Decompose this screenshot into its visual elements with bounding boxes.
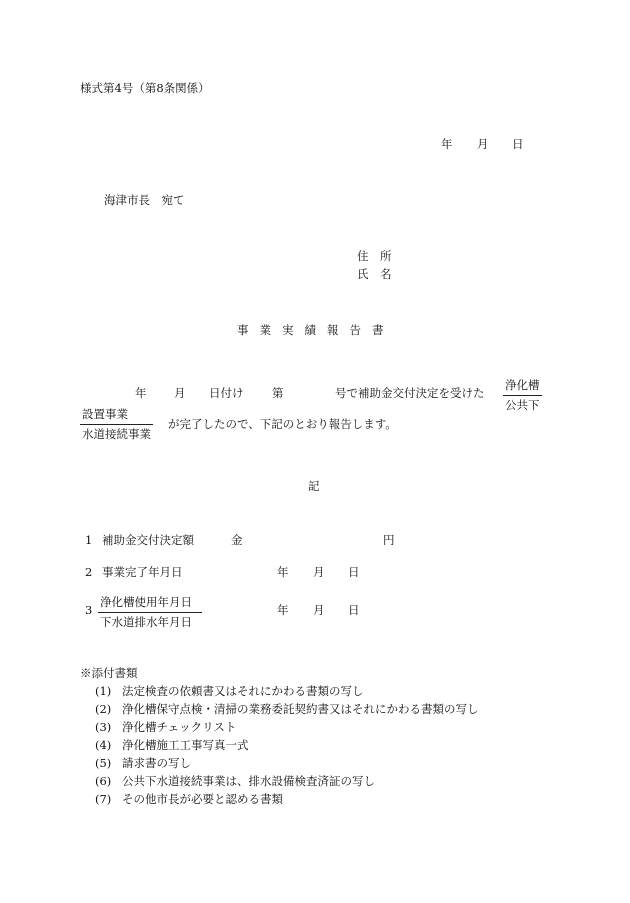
item-2-year: 年	[277, 565, 289, 579]
date-year-label: 年	[441, 137, 453, 151]
attachment-text: 浄化槽保守点検・清掃の業務委託契約書又はそれにかわる書類の写し	[122, 702, 479, 716]
completion-text: が完了したので、下記のとおり報告します。	[168, 417, 397, 431]
attachment-number: (6)	[95, 774, 112, 788]
attachments-heading: ※添付書類	[80, 666, 138, 680]
ki-label: 記	[308, 479, 320, 493]
attachment-number: (3)	[95, 720, 112, 734]
attachment-number: (7)	[95, 792, 112, 806]
fraction-bottom-setsuzoku: 水道接続事業	[82, 426, 151, 441]
attachment-text: 請求書の写し	[122, 756, 191, 770]
fraction-top-setchi: 設置事業	[80, 409, 153, 425]
fraction-setchi-setsuzoku	[80, 409, 153, 440]
address-label: 住 所	[357, 249, 392, 263]
item-3-fraction	[98, 597, 202, 628]
fraction-johkaso-koukyo	[503, 380, 542, 411]
date-month-label: 月	[477, 137, 489, 151]
attachment-number: (4)	[95, 738, 112, 752]
item-3-number: 3	[85, 603, 93, 617]
item-1-yen: 円	[383, 533, 395, 547]
item-3-label-bottom: 下水道排水年月日	[100, 614, 192, 629]
item-3-year: 年	[277, 603, 289, 617]
attachments-list	[0, 686, 630, 816]
item-2-day: 日	[348, 565, 360, 579]
body-month-label: 月	[174, 386, 186, 400]
attachment-number: (1)	[95, 684, 112, 698]
attachment-text: 浄化槽チェックリスト	[122, 720, 237, 734]
attachment-text: 法定検査の依頼書又はそれにかわる書類の写し	[122, 684, 364, 698]
fraction-bottom-koukyo: 公共下	[505, 397, 540, 412]
item-3-month: 月	[313, 603, 325, 617]
item-1-number: 1	[85, 533, 93, 547]
form-number: 様式第4号（第8条関係）	[80, 81, 210, 95]
body-number-suffix: 号で補助金交付決定を受けた	[335, 386, 485, 400]
attachment-text: 公共下水道接続事業は、排水設備検査済証の写し	[122, 774, 375, 788]
attachment-text: その他市長が必要と認める書類	[122, 792, 283, 806]
item-3-day: 日	[348, 603, 360, 617]
name-label: 氏 名	[357, 267, 392, 281]
item-1-kin: 金	[231, 533, 243, 547]
document-title: 事業実績報告書	[237, 323, 395, 337]
body-number-prefix: 第	[272, 386, 284, 400]
item-2-label: 事業完了年月日	[102, 565, 183, 579]
item-1-label: 補助金交付決定額	[102, 533, 194, 547]
list-item	[0, 794, 630, 812]
item-2-number: 2	[85, 565, 93, 579]
fraction-top-johkaso: 浄化槽	[503, 380, 542, 396]
date-day-label: 日	[512, 137, 524, 151]
attachment-number: (5)	[95, 756, 112, 770]
body-day-label: 日付け	[209, 386, 244, 400]
item-3-label-top: 浄化槽使用年月日	[98, 597, 202, 613]
attachment-number: (2)	[95, 702, 112, 716]
attachment-text: 浄化槽施工工事写真一式	[122, 738, 249, 752]
item-2-month: 月	[313, 565, 325, 579]
addressee: 海津市長 宛て	[104, 193, 185, 207]
body-year-label: 年	[135, 386, 147, 400]
